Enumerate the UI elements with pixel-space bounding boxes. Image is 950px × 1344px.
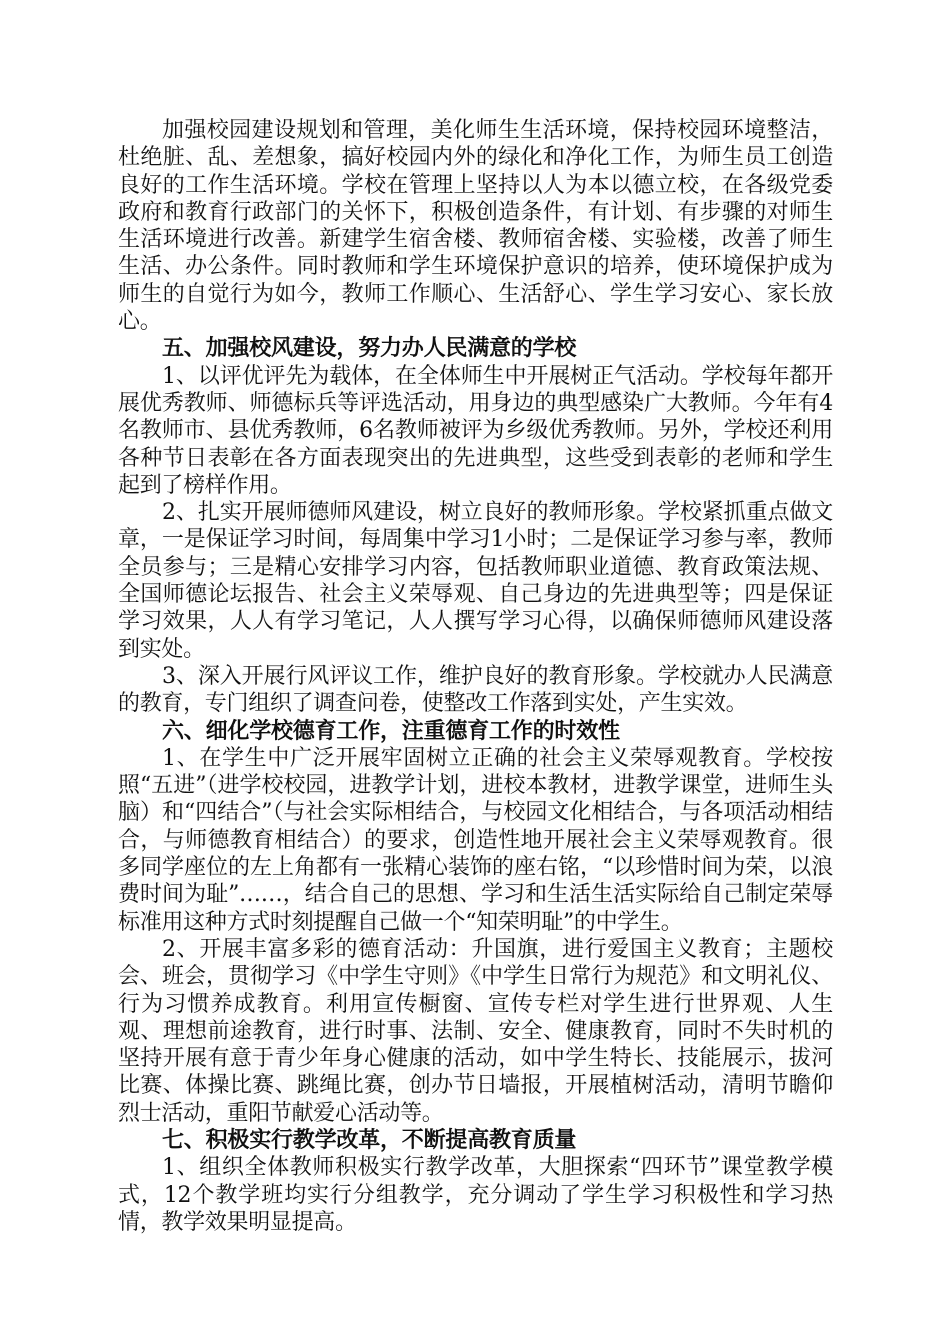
document-page: [118, 117, 833, 1236]
paragraph-5-3: 3、深入开展行风评议工作，维护良好的教育形象。学校就办人民满意的教育，专门组织了调查问卷，使整改工作落到实处，产生实效。: [118, 663, 833, 717]
paragraph-7-1: 1、组织全体教师积极实行教学改革，大胆探索“四环节”课堂教学模式，12个教学班均实行分组教学，充分调动了学生学习积极性和学习热情，教学效果明显提高。: [118, 1155, 833, 1235]
paragraph-campus-environment: 加强校园建设规划和管理，美化师生生活环境，保持校园环境整洁，杜绝脏、乱、差想象，搞好校园内外的绿化和净化工作，为师生员工创造良好的工作生活环境。学校在管理上坚持以人为本以德立校，在各级党委政府和教育行政部门的关怀下，积极创造条件，有计划、有步骤的对师生生活环境进行改善。新建学生宿舍楼、教师宿舍楼、实验楼，改善了师生生活、办公条件。同时教师和学生环境保护意识的培养，使环境保护成为师生的自觉行为如今，教师工作顺心、生活舒心、学生学习安心、家长放心。: [118, 118, 833, 335]
paragraph-6-2: 2、开展丰富多彩的德育活动：升国旗，进行爱国主义教育；主题校会、班会，贯彻学习《中学生守则》《中学生日常行为规范》和文明礼仪、行为习惯养成教育。利用宣传橱窗、宣传专栏对学生进行世界观、人生观、理想前途教育，进行时事、法制、安全、健康教育，同时不失时机的坚持开展有意于青少年身心健康的活动，如中学生特长、技能展示，拔河比赛、体操比赛、跳绳比赛，创办节日墙报，开展植树活动，清明节瞻仰烈士活动，重阳节献爱心活动等。: [118, 936, 833, 1126]
section-heading-6: 六、细化学校德育工作，注重德育工作的时效性: [162, 717, 620, 744]
section-heading-5: 五、加强校风建设，努力办人民满意的学校: [162, 335, 577, 362]
paragraph-5-2: 2、扎实开展师德师风建设，树立良好的教师形象。学校紧抓重点做文章，一是保证学习时间，每周集中学习1小时；二是保证学习参与率，教师全员参与；三是精心安排学习内容，包括教师职业道德、教育政策法规、全国师德论坛报告、社会主义荣辱观、自己身边的先进典型等；四是保证学习效果，人人有学习笔记，人人撰写学习心得，以确保师德师风建设落到实处。: [118, 500, 833, 662]
section-heading-7: 七、积极实行教学改革，不断提高教育质量: [162, 1126, 577, 1153]
paragraph-5-1: 1、以评优评先为载体，在全体师生中开展树正气活动。学校每年都开展优秀教师、师德标兵等评选活动，用身边的典型感染广大教师。今年有4名教师市、县优秀教师，6名教师被评为乡级优秀教师。另外，学校还利用各种节日表彰在各方面表现突出的先进典型，这些受到表彰的老师和学生起到了榜样作用。: [118, 363, 833, 498]
paragraph-6-1: 1、在学生中广泛开展牢固树立正确的社会主义荣辱观教育。学校按照“五进”（进学校校园，进教学计划，进校本教材，进教学课堂，进师生头脑）和“四结合”（与社会实际相结合，与校园文化相结合，与各项活动相结合，与师德教育相结合）的要求，创造性地开展社会主义荣辱观教育。很多同学座位的左上角都有一张精心装饰的座右铭，“以珍惜时间为荣，以浪费时间为耻”……，结合自己的思想、学习和生活生活实际给自己制定荣辱标准用这种方式时刻提醒自己做一个“知荣明耻”的中学生。: [118, 745, 833, 935]
